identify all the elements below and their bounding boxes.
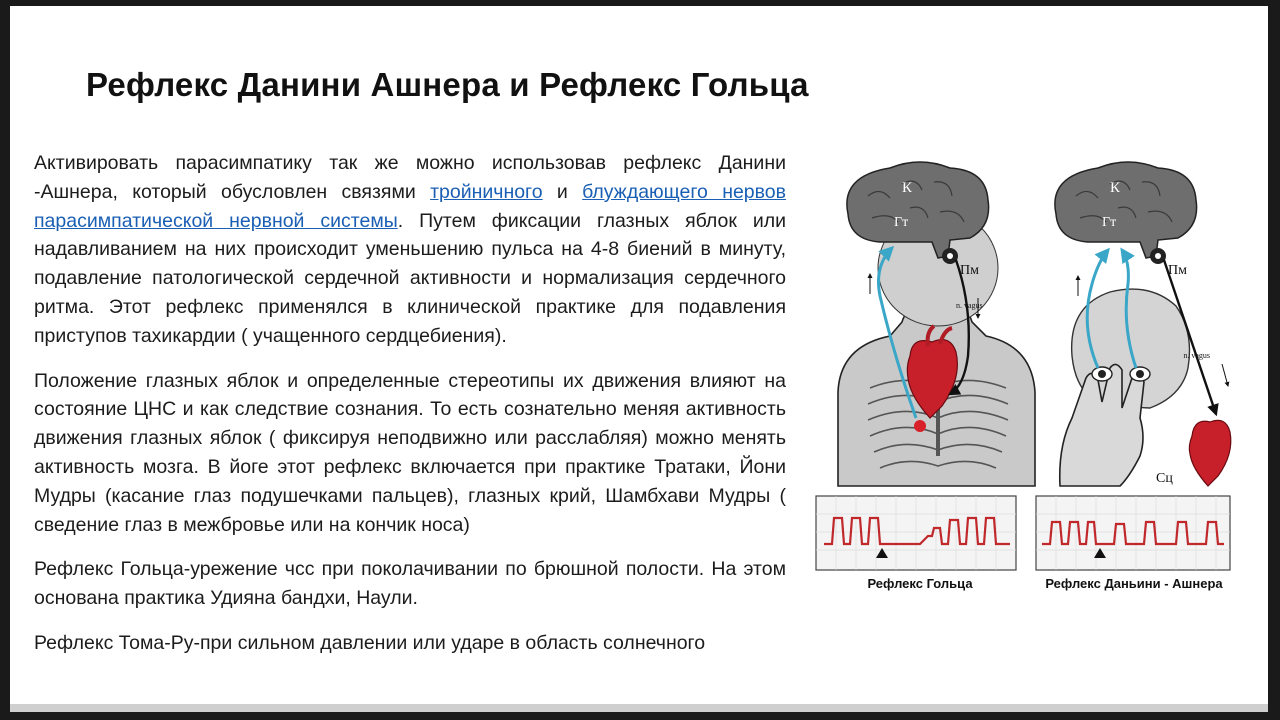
paragraph-1-text-b: и (542, 180, 583, 203)
goltz-panel (838, 162, 1035, 486)
link-vagus-nerves[interactable]: блуждающего нервов (582, 180, 786, 203)
medulla-label-right: Пм (1168, 263, 1187, 278)
brain-shape-right (1055, 162, 1197, 258)
paragraph-3: Рефлекс Гольца-урежение чсс при поколачивании по брюшной полости. На этом основана практика Удияна бандхи, Наули. (34, 558, 786, 610)
caption-aschner: Рефлекс Даньини - Ашнера (1045, 576, 1223, 591)
reflex-illustration (810, 156, 1236, 596)
hypothalamus-label-right: Гт (1102, 215, 1117, 230)
ecg-strip-right (1036, 496, 1230, 570)
heart-label: Сц (1156, 471, 1173, 486)
aschner-panel (1055, 162, 1231, 486)
link-trigeminal[interactable]: тройничного (430, 180, 543, 203)
body-text (34, 149, 786, 674)
slide (10, 6, 1268, 712)
paragraph-1 (34, 149, 786, 351)
stimulus-point (914, 420, 926, 432)
caption-goltz: Рефлекс Гольца (867, 576, 973, 591)
paragraph-1-text-d: . Путем фиксации глазных яблок или надавливанием на них происходит уменьшению пульса на 4-8 биений в минуту, подавление патологической сердечной активности и нормализация сердечного ритма. Этот рефлекс применялся в клинической практике для подавления приступов тахикардии ( учащенного сердцебиения). (34, 209, 787, 347)
vagus-label-right: n. vagus (1183, 351, 1210, 360)
bottom-edge-band (10, 704, 1268, 712)
paragraph-1-text-a: Активировать парасимпатику так же можно использовав рефлекс Данини -Ашнера, который обусловлен связями (34, 152, 786, 203)
link-parasympathetic-system[interactable]: парасимпатической нервной системы (34, 209, 398, 232)
vagus-label-left: n. vagus (956, 301, 983, 310)
ecg-strip-left (816, 496, 1016, 570)
heart-illustration-right (1189, 420, 1230, 486)
hypothalamus-label-left: Гт (894, 215, 909, 230)
slide-title: Рефлекс Данини Ашнера и Рефлекс Гольца (86, 66, 809, 103)
paragraph-2: Положение глазных яблок и определенные стереотипы их движения влияют на состояние ЦНС и как следствие сознания. То есть сознательно меняя активность движения глазных яблок ( фиксируя неподвижно или расслабляя) можно менять активность мозга. В йоге этот рефлекс включается при практике Тратаки, Йони Мудры (касание глаз подушечками пальцев), глазных крий, Шамбхави Мудры ( сведение глаз в межбровье или на кончик носа) (34, 369, 786, 536)
cortex-label-left: К (902, 180, 913, 196)
medulla-label-left: Пм (960, 263, 979, 278)
paragraph-4: Рефлекс Тома-Ру-при сильном давлении или ударе в область солнечного (34, 631, 706, 654)
cortex-label-right: К (1110, 180, 1121, 196)
